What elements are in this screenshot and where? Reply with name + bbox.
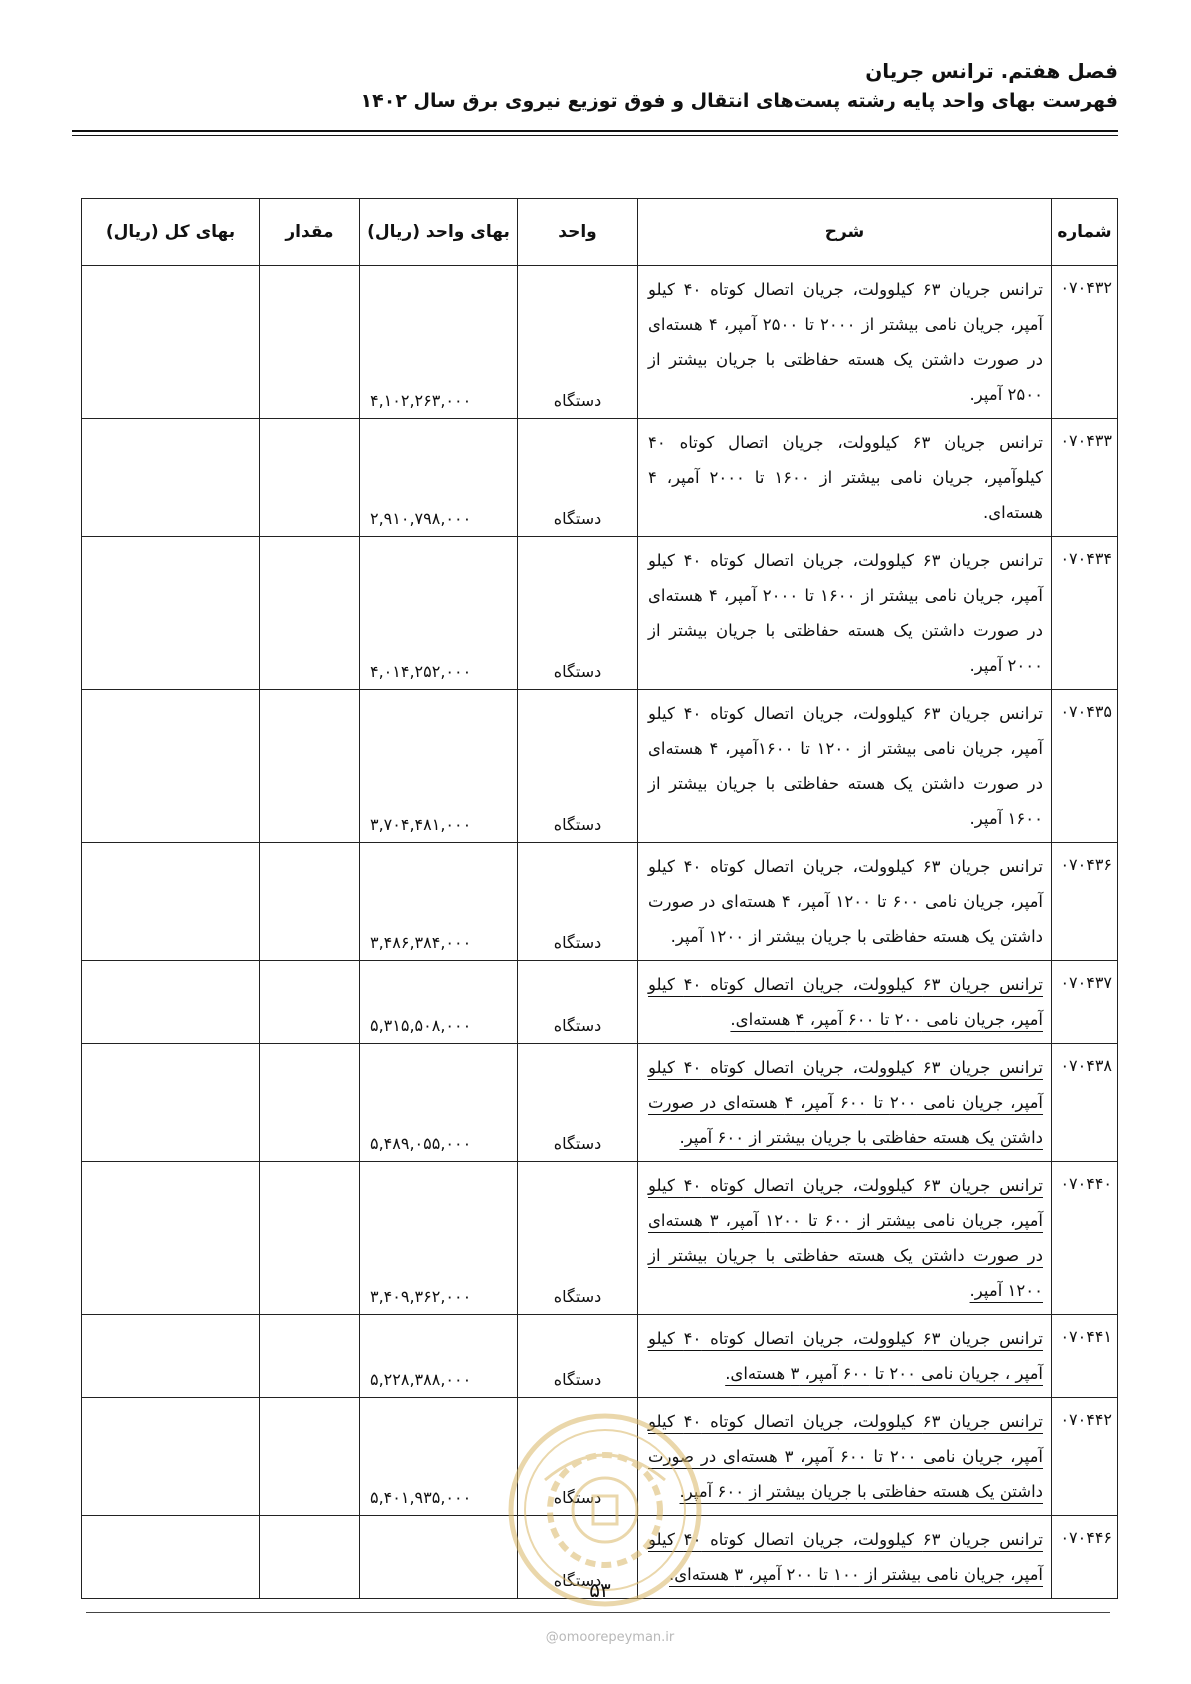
row-quantity [260,843,360,961]
row-quantity [260,266,360,419]
row-total-price [82,1162,260,1315]
document-subtitle: فهرست بهای واحد پایه رشته پست‌های انتقال و فوق توزیع نیروی برق سال ۱۴۰۲ [360,90,1118,112]
row-code: ۰۷۰۴۴۲ [1052,1398,1118,1516]
row-quantity [260,419,360,537]
table-row [82,537,1118,690]
table-row [82,1315,1118,1398]
row-unit-price: ۵,۴۸۹,۰۵۵,۰۰۰ [360,1044,518,1162]
table-row [82,1162,1118,1315]
row-quantity [260,961,360,1044]
row-total-price [82,1516,260,1599]
row-description: ترانس جریان ۶۳ کیلوولت، جریان اتصال کوتاه ۴۰ کیلو آمپر، جریان نامی ۲۰۰ تا ۶۰۰ آمپر، ۴ هسته‌ای در صورت داشتن یک هسته حفاظتی با جریان بیشتر از ۶۰۰ آمپر. [638,1044,1052,1162]
header-total-price: بهای کل (ریال) [82,199,260,266]
row-code: ۰۷۰۴۴۰ [1052,1162,1118,1315]
header-rule-thin [72,135,1118,136]
row-description: ترانس جریان ۶۳ کیلوولت، جریان اتصال کوتاه ۴۰ کیلوآمپر، جریان نامی بیشتر از ۱۶۰۰ تا ۲۰۰۰ آمپر، ۴ هسته‌ای. [638,419,1052,537]
page-number: ۵۳ [589,1578,611,1602]
row-code: ۰۷۰۴۳۶ [1052,843,1118,961]
row-unit: دستگاه [518,1398,638,1516]
table-row [82,843,1118,961]
row-unit-price: ۴,۱۰۲,۲۶۳,۰۰۰ [360,266,518,419]
row-total-price [82,419,260,537]
row-unit: دستگاه [518,961,638,1044]
row-code: ۰۷۰۴۴۶ [1052,1516,1118,1599]
row-unit: دستگاه [518,690,638,843]
row-code: ۰۷۰۴۳۸ [1052,1044,1118,1162]
row-quantity [260,1398,360,1516]
row-code: ۰۷۰۴۳۴ [1052,537,1118,690]
header-unit-price: بهای واحد (ریال) [360,199,518,266]
row-unit: دستگاه [518,266,638,419]
row-total-price [82,1315,260,1398]
row-description: ترانس جریان ۶۳ کیلوولت، جریان اتصال کوتاه ۴۰ کیلو آمپر، جریان نامی بیشتر از ۱۰۰ تا ۲۰۰ آمپر، ۳ هسته‌ای. [638,1516,1052,1599]
row-unit: دستگاه [518,843,638,961]
row-quantity [260,1044,360,1162]
row-description: ترانس جریان ۶۳ کیلوولت، جریان اتصال کوتاه ۴۰ کیلو آمپر، جریان نامی بیشتر از ۱۶۰۰ تا ۲۰۰۰ آمپر، ۴ هسته‌ای در صورت داشتن یک هسته حفاظتی با جریان بیشتر از ۲۰۰۰ آمپر. [638,537,1052,690]
row-unit-price: ۳,۴۰۹,۳۶۲,۰۰۰ [360,1162,518,1315]
row-description: ترانس جریان ۶۳ کیلوولت، جریان اتصال کوتاه ۴۰ کیلو آمپر، جریان نامی بیشتر از ۶۰۰ تا ۱۲۰۰ آمپر، ۳ هسته‌ای در صورت داشتن یک هسته حفاظتی با جریان بیشتر از ۱۲۰۰ آمپر. [638,1162,1052,1315]
row-description: ترانس جریان ۶۳ کیلوولت، جریان اتصال کوتاه ۴۰ کیلو آمپر، جریان نامی ۲۰۰ تا ۶۰۰ آمپر، ۳ هسته‌ای در صورت داشتن یک هسته حفاظتی با جریان بیشتر از ۶۰۰ آمپر. [638,1398,1052,1516]
table-row [82,690,1118,843]
row-quantity [260,1516,360,1599]
row-total-price [82,537,260,690]
row-quantity [260,690,360,843]
row-unit: دستگاه [518,537,638,690]
row-code: ۰۷۰۴۳۳ [1052,419,1118,537]
row-unit-price: ۳,۴۸۶,۳۸۴,۰۰۰ [360,843,518,961]
chapter-title: فصل هفتم. ترانس جریان [865,59,1118,83]
row-total-price [82,266,260,419]
row-unit: دستگاه [518,1315,638,1398]
header-code: شماره [1052,199,1118,266]
row-total-price [82,843,260,961]
row-quantity [260,1162,360,1315]
row-quantity [260,537,360,690]
row-unit: دستگاه [518,1162,638,1315]
table-row [82,419,1118,537]
row-unit: دستگاه [518,419,638,537]
row-code: ۰۷۰۴۳۲ [1052,266,1118,419]
row-code: ۰۷۰۴۳۵ [1052,690,1118,843]
row-total-price [82,961,260,1044]
row-description: ترانس جریان ۶۳ کیلوولت، جریان اتصال کوتاه ۴۰ کیلو آمپر ، جریان نامی ۲۰۰ تا ۶۰۰ آمپر، ۳ هسته‌ای. [638,1315,1052,1398]
table-row [82,1044,1118,1162]
row-unit-price: ۵,۴۰۱,۹۳۵,۰۰۰ [360,1398,518,1516]
row-unit-price: ۳,۷۰۴,۴۸۱,۰۰۰ [360,690,518,843]
row-description: ترانس جریان ۶۳ کیلوولت، جریان اتصال کوتاه ۴۰ کیلو آمپر، جریان نامی ۶۰۰ تا ۱۲۰۰ آمپر، ۴ هسته‌ای در صورت داشتن یک هسته حفاظتی با جریان بیشتر از ۱۲۰۰ آمپر. [638,843,1052,961]
row-code: ۰۷۰۴۳۷ [1052,961,1118,1044]
row-total-price [82,1044,260,1162]
page-header [72,56,1118,116]
watermark-url: @omoorepeyman.ir [545,1630,675,1645]
row-quantity [260,1315,360,1398]
row-description: ترانس جریان ۶۳ کیلوولت، جریان اتصال کوتاه ۴۰ کیلو آمپر، جریان نامی ۲۰۰ تا ۶۰۰ آمپر، ۴ هسته‌ای. [638,961,1052,1044]
row-unit-price: ۵,۲۲۸,۳۸۸,۰۰۰ [360,1315,518,1398]
row-total-price [82,690,260,843]
table-row [82,266,1118,419]
footer-rule [86,1612,1110,1613]
row-unit: دستگاه [518,1044,638,1162]
row-code: ۰۷۰۴۴۱ [1052,1315,1118,1398]
row-description: ترانس جریان ۶۳ کیلوولت، جریان اتصال کوتاه ۴۰ کیلو آمپر، جریان نامی بیشتر از ۱۲۰۰ تا ۱۶۰۰آمپر، ۴ هسته‌ای در صورت داشتن یک هسته حفاظتی با جریان بیشتر از ۱۶۰۰ آمپر. [638,690,1052,843]
row-total-price [82,1398,260,1516]
header-description: شرح [638,199,1052,266]
price-table [81,198,1118,1599]
row-unit: دستگاه [518,1516,638,1599]
row-unit-price [360,1516,518,1599]
row-unit-price: ۵,۳۱۵,۵۰۸,۰۰۰ [360,961,518,1044]
header-quantity: مقدار [260,199,360,266]
header-rule-thick [72,130,1118,132]
table-header-row [82,199,1118,266]
header-unit: واحد [518,199,638,266]
table-row [82,961,1118,1044]
row-unit-price: ۲,۹۱۰,۷۹۸,۰۰۰ [360,419,518,537]
row-description: ترانس جریان ۶۳ کیلوولت، جریان اتصال کوتاه ۴۰ کیلو آمپر، جریان نامی بیشتر از ۲۰۰۰ تا ۲۵۰۰ آمپر، ۴ هسته‌ای در صورت داشتن یک هسته حفاظتی با جریان بیشتر از ۲۵۰۰ آمپر. [638,266,1052,419]
row-unit-price: ۴,۰۱۴,۲۵۲,۰۰۰ [360,537,518,690]
